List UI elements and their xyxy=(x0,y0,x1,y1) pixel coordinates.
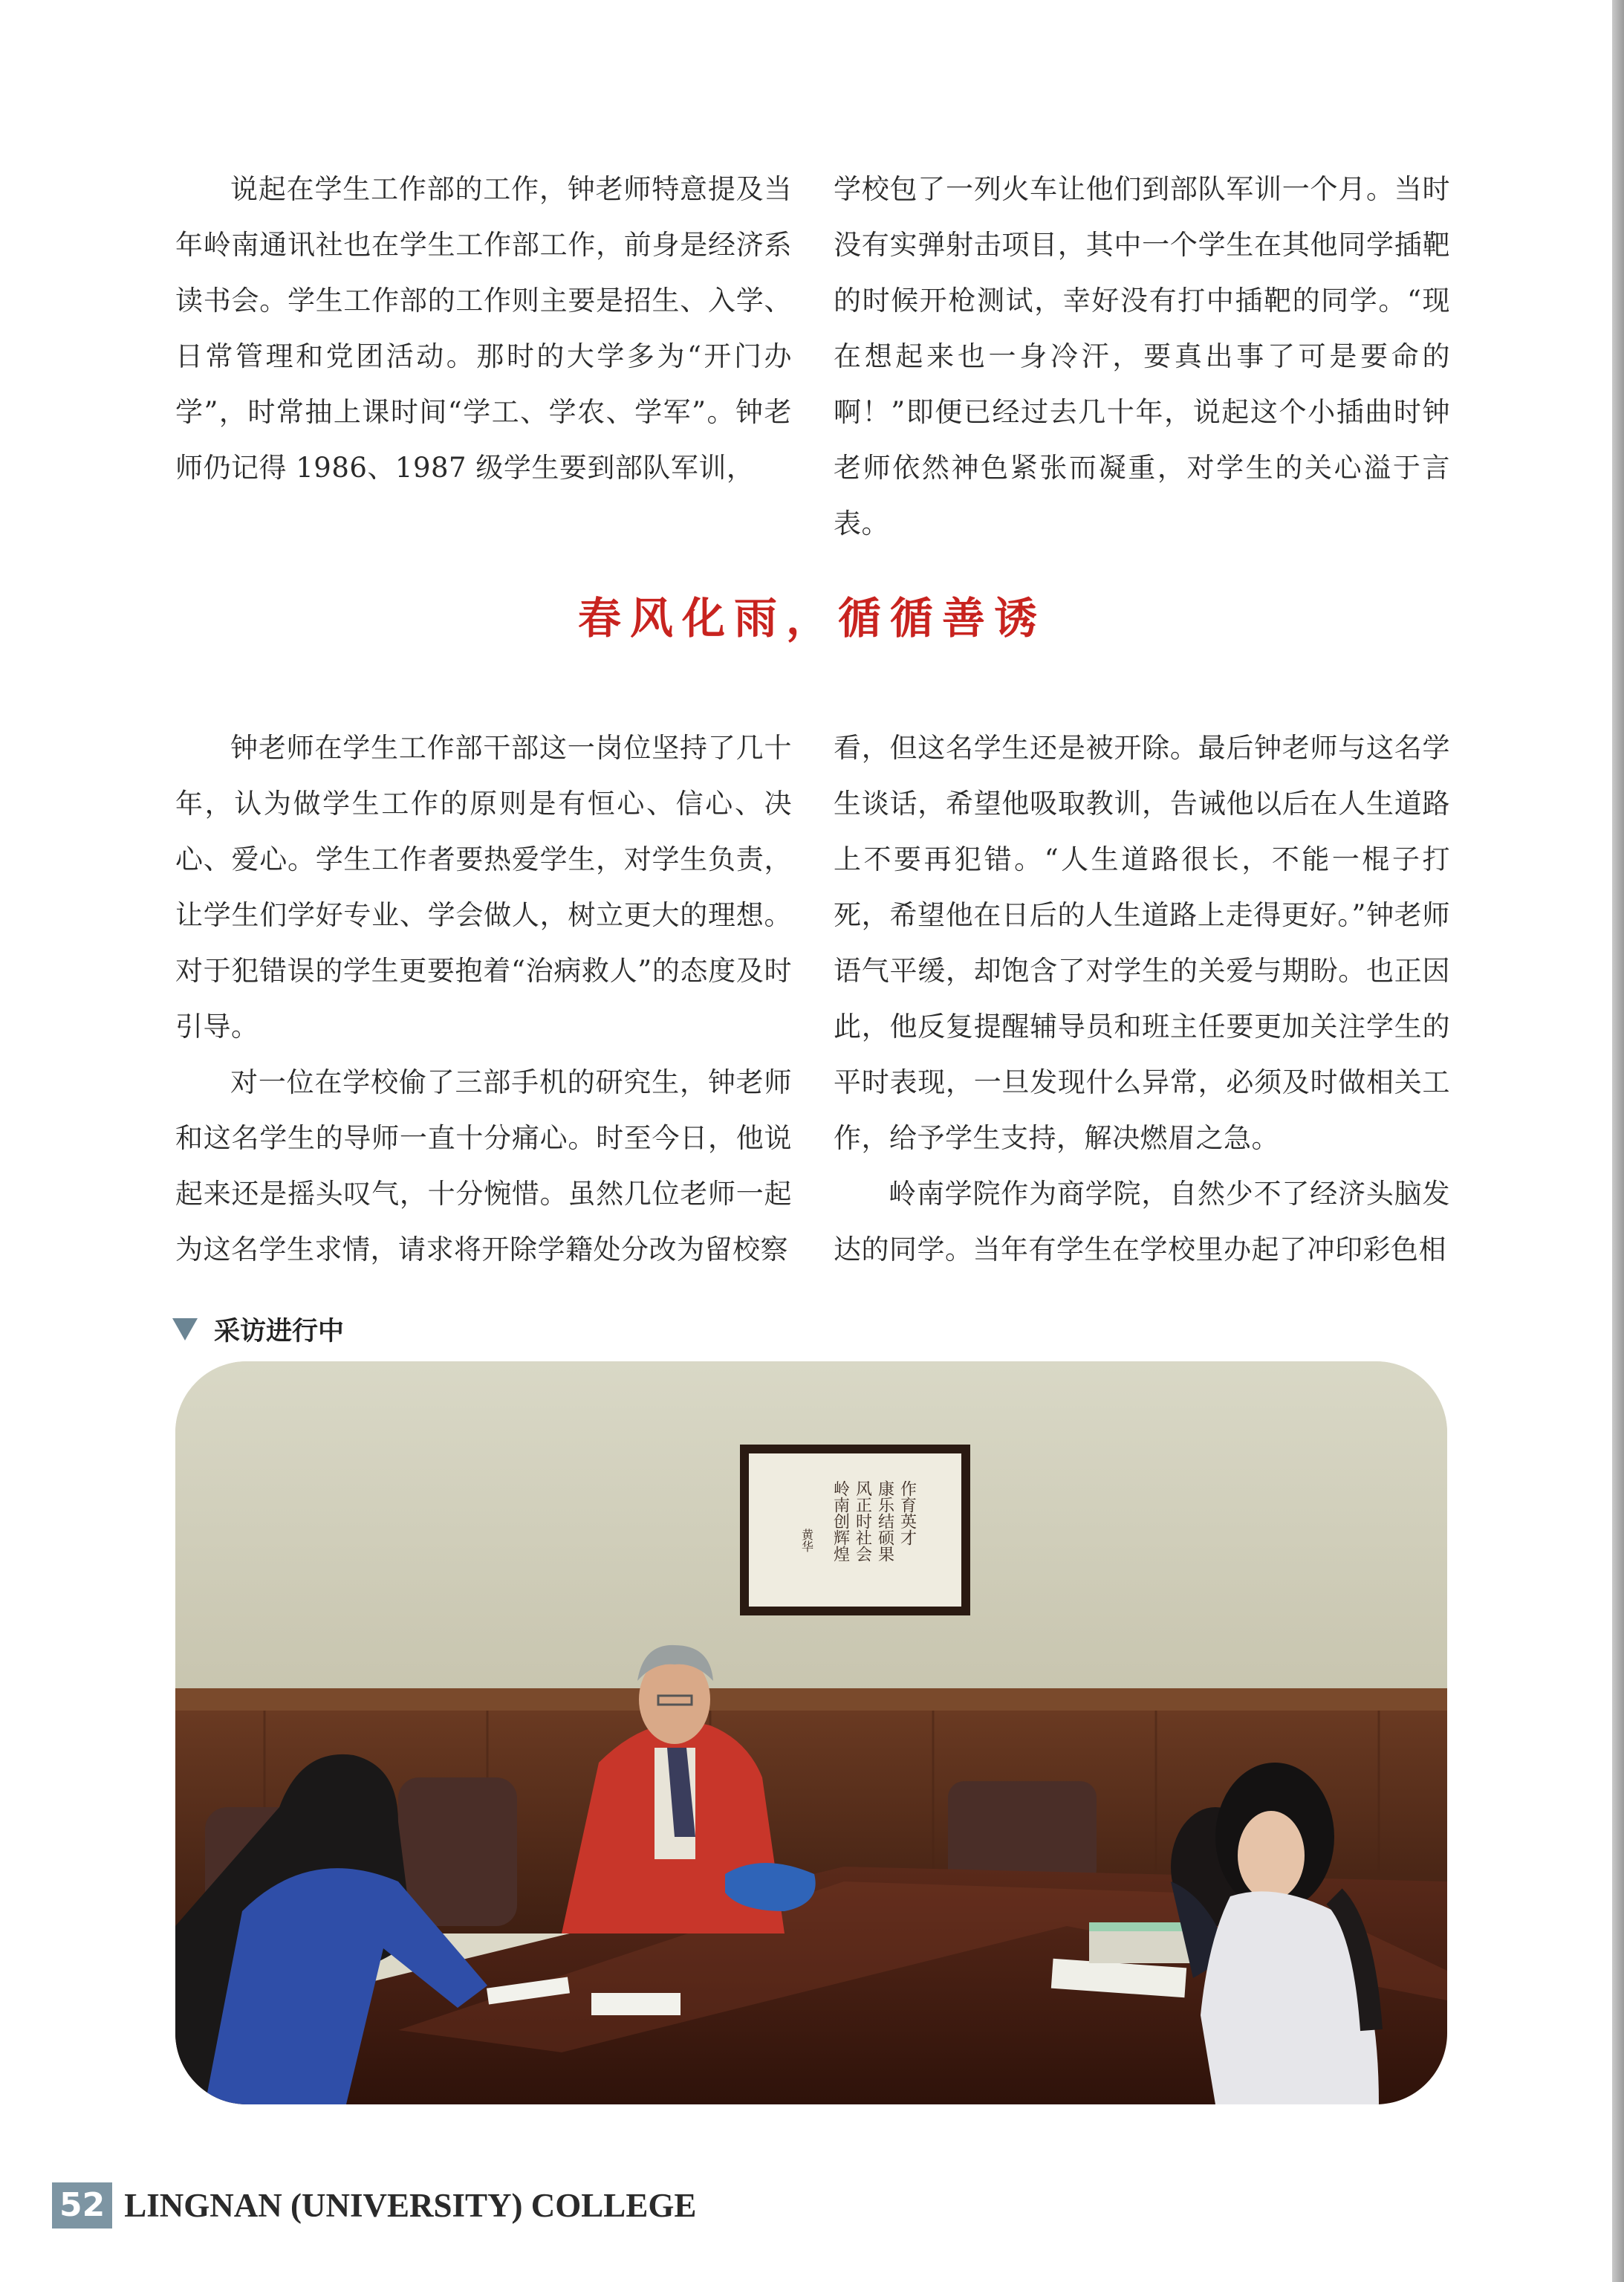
section2-left-paragraph-1: 钟老师在学生工作部干部这一岗位坚持了几十年，认为做学生工作的原则是有恒心、信心、决心、爱心。学生工作者要热爱学生，对学生负责，让学生们学好专业、学会做人，树立更大的理想。对于犯错误的学生更要抱着“治病救人”的态度及时引导。 xyxy=(175,732,792,1043)
publication-name: LINGNAN (UNIVERSITY) COLLEGE xyxy=(124,2187,697,2224)
calligraphy-col-4: 岭南创辉煌 xyxy=(831,1480,850,1562)
section2-left-paragraph-2: 对一位在学校偷了三部手机的研究生，钟老师和这名学生的导师一直十分痛心。时至今日，他说起来还是摇头叹气，十分惋惜。虽然几位老师一起为这名学生求情，请求将开除学籍处分改为留校察 xyxy=(175,1066,792,1265)
calligraphy-col-3: 风正时社会 xyxy=(853,1480,872,1562)
interview-photo xyxy=(175,1361,1447,2104)
page-footer xyxy=(52,2182,696,2229)
photo-caption xyxy=(172,1311,344,1348)
section1-right-column xyxy=(834,161,1450,551)
page-edge-strip xyxy=(1612,0,1624,2282)
calligraphy-col-2: 康乐结硕果 xyxy=(875,1480,894,1562)
section-title: 春风化雨，循循善诱 xyxy=(577,593,1046,644)
caption-triangle-icon xyxy=(172,1318,198,1341)
photo-caption-text: 采访进行中 xyxy=(214,1317,345,1346)
section1-left-paragraph: 说起在学生工作部的工作，钟老师特意提及当年岭南通讯社也在学生工作部工作，前身是经济系读书会。学生工作部的工作则主要是招生、入学、日常管理和党团活动。那时的大学多为“开门办学”，时常抽上课时间“学工、学农、学军”。钟老师仍记得 1986、1987 级学生要到部队军训， xyxy=(175,173,792,484)
section2-right-paragraph-1: 看，但这名学生还是被开除。最后钟老师与这名学生谈话，希望他吸取教训，告诫他以后在人生道路上不要再犯错。“人生道路很长，不能一棍子打死，希望他在日后的人生道路上走得更好。”钟老师语气平缓，却饱含了对学生的关爱与期盼。也正因此，他反复提醒辅导员和班主任要更加关注学生的平时表现，一旦发现什么异常，必须及时做相关工作，给予学生支持，解决燃眉之急。 xyxy=(834,732,1450,1154)
calligraphy-col-1: 作育英才 xyxy=(897,1480,917,1546)
calligraphy-signature: 黄华 xyxy=(799,1529,814,1552)
section1-right-paragraph: 学校包了一列火车让他们到部队军训一个月。当时没有实弹射击项目，其中一个学生在其他同学插靶的时候开枪测试，幸好没有打中插靶的同学。“现在想起来也一身冷汗，要真出事了可是要命的啊！”即便已经过去几十年，说起这个小插曲时钟老师依然神色紧张而凝重，对学生的关心溢于言表。 xyxy=(834,173,1450,539)
section2-left-column xyxy=(175,720,792,1277)
section1-left-column xyxy=(175,161,792,496)
page-number: 52 xyxy=(52,2182,112,2228)
section2-right-paragraph-2: 岭南学院作为商学院，自然少不了经济头脑发达的同学。当年有学生在学校里办起了冲印彩色相 xyxy=(834,1178,1450,1265)
section2-right-column xyxy=(834,720,1450,1277)
